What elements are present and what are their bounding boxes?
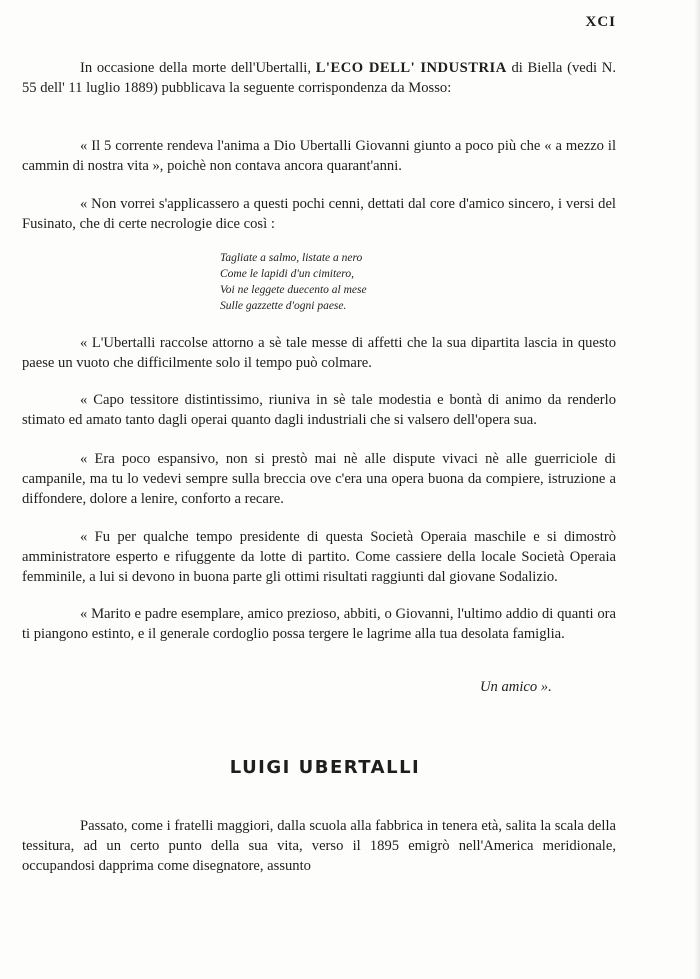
quote-paragraph: « Fu per qualche tempo presidente di questa Società Operaia maschile e si dimostrò amministratore esperto e rifuggente da lotte di partito. Come cassiere della locale Società Operaia femminile, a lui si devono in buona parte gli ottimi risultati raggiunti dal giovane Sodalizio.: [22, 529, 616, 585]
section-heading: LUIGI UBERTALLI: [229, 757, 421, 778]
section-paragraph: Passato, come i fratelli maggiori, dalla scuola alla fabbrica in tenera età, salita la scala della tessitura, ad un certo punto della sua vita, verso il 1895 emigrò nell'America meridionale, occupandosi dapprima come disegnatore, assunto: [22, 818, 616, 874]
poem-line: Voi ne leggete duecento al mese: [220, 284, 367, 296]
quote-paragraph: « L'Ubertalli raccolse attorno a sè tale messe di affetti che la sua dipartita lascia in questo paese un vuoto che difficilmente solo il tempo può colmare.: [22, 335, 616, 371]
quote-paragraph: « Non vorrei s'applicassero a questi pochi cenni, dettati dal core d'amico sincero, i versi del Fusinato, che di certe necrologie dice così :: [22, 196, 616, 232]
quote-paragraph: « Era poco espansivo, non si prestò mai nè alle dispute vivaci nè alle guerriciole di campanile, ma tu lo vedevi sempre sulla breccia ove c'era una opera buona da compiere, istruzione a diffondere, dolore a lenire, conforto a recare.: [22, 451, 616, 507]
intro-text-end: di Biella (vedi N. 55 dell' 11 luglio 1889) pubblicava la seguente corrispondenza da Mosso:: [22, 60, 616, 96]
quote-paragraph: « Marito e padre esemplare, amico prezioso, abbiti, o Giovanni, l'ultimo addio di quanti ora ti piangono estinto, e il generale cordoglio possa tergere le lagrime alla tua desolata famiglia.: [22, 606, 616, 642]
newspaper-title: L'ECO DELL' INDUSTRIA: [315, 60, 507, 76]
intro-text-start: In occasione della morte dell'Ubertalli,: [80, 60, 316, 76]
quote-signature: Un amico ».: [480, 679, 552, 695]
page-number: XCI: [585, 14, 616, 30]
intro-paragraph: [22, 58, 616, 98]
poem-line: Tagliate a salmo, listate a nero: [220, 252, 363, 264]
poem-line: Come le lapidi d'un cimitero,: [220, 268, 354, 280]
quote-paragraph: « Il 5 corrente rendeva l'anima a Dio Ubertalli Giovanni giunto a poco più che « a mezzo il cammin di nostra vita », poichè non contava ancora quarant'anni.: [22, 138, 616, 174]
page-edge-shadow: [694, 0, 700, 979]
poem-line: Sulle gazzette d'ogni paese.: [220, 300, 347, 312]
poem-verse: [220, 250, 367, 314]
quote-paragraph: « Capo tessitore distintissimo, riuniva in sè tale modestia e bontà di animo da renderlo stimato ed amato tanto dagli operai quanto dagli industriali che si valsero dell'opera sua.: [22, 392, 616, 428]
